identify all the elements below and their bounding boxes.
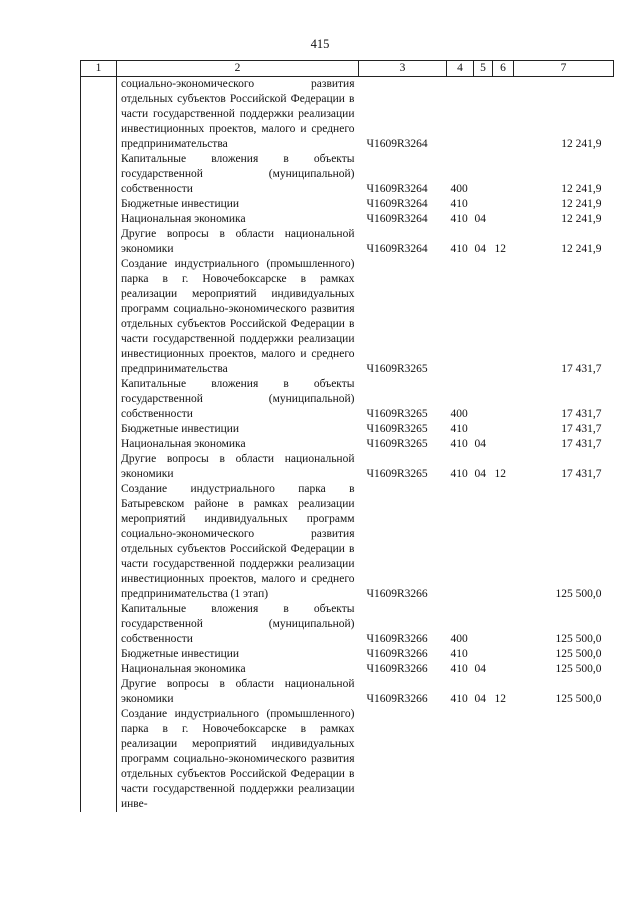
expense-type-cell: 400 — [450, 183, 468, 195]
row-number-cell — [81, 197, 117, 212]
amount-cell: 17 431,7 — [561, 468, 602, 480]
page-number: 415 — [310, 37, 330, 51]
item-name-cell: Национальная экономика — [117, 662, 359, 677]
header-col-4: 4 — [447, 61, 474, 77]
section-cell: 04 — [474, 213, 486, 225]
table-row — [81, 647, 614, 662]
section-cell: 04 — [474, 693, 486, 705]
row-number-cell — [81, 452, 117, 482]
table-row — [81, 197, 614, 212]
subsection-cell — [493, 152, 514, 197]
expense-type-cell: 410 — [450, 423, 468, 435]
target-code-cell: Ч1609R3264 — [366, 213, 428, 225]
subsection-cell — [493, 707, 514, 812]
amount-cell: 12 241,9 — [561, 183, 602, 195]
row-number-cell — [81, 707, 117, 812]
expense-type-cell: 410 — [450, 213, 468, 225]
subsection-cell — [493, 422, 514, 437]
item-name-cell: Другие вопросы в области национальной экономики — [117, 452, 359, 482]
section-cell: 04 — [474, 243, 486, 255]
section-cell — [474, 482, 493, 602]
item-name-cell: Капитальные вложения в объекты государственной (муниципальной) собственности — [117, 377, 359, 422]
subsection-cell — [493, 482, 514, 602]
target-code-cell: Ч1609R3266 — [366, 663, 428, 675]
amount-cell — [514, 707, 614, 812]
expense-type-cell — [447, 77, 474, 153]
section-cell: 04 — [474, 438, 486, 450]
expense-type-cell: 410 — [450, 438, 468, 450]
row-number-cell — [81, 422, 117, 437]
expense-type-cell: 410 — [450, 198, 468, 210]
section-cell: 04 — [474, 663, 486, 675]
amount-cell: 17 431,7 — [561, 408, 602, 420]
header-col-2: 2 — [117, 61, 359, 77]
table-row — [81, 227, 614, 257]
expense-type-cell: 410 — [450, 468, 468, 480]
header-col-3: 3 — [359, 61, 447, 77]
subsection-cell — [493, 197, 514, 212]
expense-type-cell: 400 — [450, 408, 468, 420]
table-row — [81, 707, 614, 812]
amount-cell: 17 431,7 — [561, 423, 602, 435]
item-name-cell: Создание индустриального (промышленного) парка в г. Новочебоксарске в рамках реализации мероприятий индивидуальных программ социально-экономического развития отдельных субъектов Российской Федерации в части государственной поддержки реализации инвестиционных проектов, малого и среднего предпринимательства — [117, 257, 359, 377]
expense-type-cell — [447, 257, 474, 377]
expense-type-cell — [447, 707, 474, 812]
target-code-cell: Ч1609R3265 — [366, 363, 428, 375]
subsection-cell — [493, 602, 514, 647]
target-code-cell: Ч1609R3266 — [366, 633, 428, 645]
table-row — [81, 677, 614, 707]
amount-cell: 12 241,9 — [561, 198, 602, 210]
item-name-cell: Бюджетные инвестиции — [117, 647, 359, 662]
amount-cell: 125 500,0 — [555, 588, 602, 600]
subsection-cell — [493, 257, 514, 377]
amount-cell: 17 431,7 — [561, 438, 602, 450]
row-number-cell — [81, 662, 117, 677]
header-col-5: 5 — [474, 61, 493, 77]
subsection-cell — [493, 437, 514, 452]
item-name-cell: Капитальные вложения в объекты государственной (муниципальной) собственности — [117, 152, 359, 197]
item-name-cell: социально-экономического развития отдельных субъектов Российской Федерации в части государственной поддержки реализации инвестиционных проектов, малого и среднего предпринимательства — [117, 77, 359, 153]
target-code-cell: Ч1609R3266 — [366, 588, 428, 600]
item-name-cell: Другие вопросы в области национальной экономики — [117, 227, 359, 257]
header-row — [81, 61, 614, 77]
table-row — [81, 437, 614, 452]
table-row — [81, 662, 614, 677]
target-code-cell: Ч1609R3265 — [366, 408, 428, 420]
expense-type-cell — [447, 482, 474, 602]
expense-type-cell: 410 — [450, 648, 468, 660]
target-code-cell: Ч1609R3266 — [366, 648, 428, 660]
subsection-cell — [493, 377, 514, 422]
target-code-cell: Ч1609R3265 — [366, 438, 428, 450]
row-number-cell — [81, 257, 117, 377]
item-name-cell: Национальная экономика — [117, 212, 359, 227]
row-number-cell — [81, 677, 117, 707]
subsection-cell: 12 — [494, 468, 506, 480]
section-cell — [474, 647, 493, 662]
table-row — [81, 422, 614, 437]
row-number-cell — [81, 227, 117, 257]
table-row — [81, 257, 614, 377]
amount-cell: 125 500,0 — [555, 648, 602, 660]
subsection-cell: 12 — [494, 243, 506, 255]
row-number-cell — [81, 377, 117, 422]
row-number-cell — [81, 482, 117, 602]
section-cell — [474, 377, 493, 422]
amount-cell: 125 500,0 — [555, 633, 602, 645]
header-col-7: 7 — [514, 61, 614, 77]
table-row — [81, 482, 614, 602]
target-code-cell: Ч1609R3265 — [366, 423, 428, 435]
expense-type-cell: 400 — [450, 633, 468, 645]
target-code-cell: Ч1609R3264 — [366, 138, 428, 150]
target-code-cell: Ч1609R3265 — [366, 468, 428, 480]
row-number-cell — [81, 212, 117, 227]
budget-table — [80, 60, 614, 812]
row-number-cell — [81, 77, 117, 153]
header-col-6: 6 — [493, 61, 514, 77]
table-row — [81, 212, 614, 227]
amount-cell: 125 500,0 — [555, 693, 602, 705]
amount-cell: 17 431,7 — [561, 363, 602, 375]
amount-cell: 125 500,0 — [555, 663, 602, 675]
subsection-cell — [493, 212, 514, 227]
target-code-cell: Ч1609R3264 — [366, 183, 428, 195]
target-code-cell — [359, 707, 447, 812]
amount-cell: 12 241,9 — [561, 138, 602, 150]
section-cell — [474, 152, 493, 197]
item-name-cell: Бюджетные инвестиции — [117, 422, 359, 437]
row-number-cell — [81, 602, 117, 647]
table-row — [81, 602, 614, 647]
amount-cell: 12 241,9 — [561, 213, 602, 225]
table-row — [81, 152, 614, 197]
expense-type-cell: 410 — [450, 663, 468, 675]
subsection-cell: 12 — [494, 693, 506, 705]
section-cell: 04 — [474, 468, 486, 480]
expense-type-cell: 410 — [450, 693, 468, 705]
section-cell — [474, 707, 493, 812]
table-row — [81, 452, 614, 482]
target-code-cell: Ч1609R3264 — [366, 243, 428, 255]
row-number-cell — [81, 152, 117, 197]
item-name-cell: Бюджетные инвестиции — [117, 197, 359, 212]
amount-cell: 12 241,9 — [561, 243, 602, 255]
row-number-cell — [81, 437, 117, 452]
item-name-cell: Национальная экономика — [117, 437, 359, 452]
item-name-cell: Создание индустриального парка в Батыревском районе в рамках реализации мероприятий индивидуальных программ социально-экономического развития отдельных субъектов Российской Федерации в части государственной поддержки реализации инвестиционных проектов, малого и среднего предпринимательства (1 этап) — [117, 482, 359, 602]
item-name-cell: Другие вопросы в области национальной экономики — [117, 677, 359, 707]
section-cell — [474, 257, 493, 377]
subsection-cell — [493, 662, 514, 677]
expense-type-cell: 410 — [450, 243, 468, 255]
item-name-cell: Капитальные вложения в объекты государственной (муниципальной) собственности — [117, 602, 359, 647]
target-code-cell: Ч1609R3266 — [366, 693, 428, 705]
subsection-cell — [493, 647, 514, 662]
table-row — [81, 77, 614, 153]
section-cell — [474, 602, 493, 647]
table-body — [81, 77, 614, 813]
section-cell — [474, 422, 493, 437]
row-number-cell — [81, 647, 117, 662]
table-row — [81, 377, 614, 422]
header-col-1: 1 — [81, 61, 117, 77]
section-cell — [474, 77, 493, 153]
item-name-cell: Создание индустриального (промышленного) парка в г. Новочебоксарске в рамках реализации мероприятий индивидуальных программ социально-экономического развития отдельных субъектов Российской Федерации в части государственной поддержки реализации инве- — [117, 707, 359, 812]
target-code-cell: Ч1609R3264 — [366, 198, 428, 210]
section-cell — [474, 197, 493, 212]
subsection-cell — [493, 77, 514, 153]
